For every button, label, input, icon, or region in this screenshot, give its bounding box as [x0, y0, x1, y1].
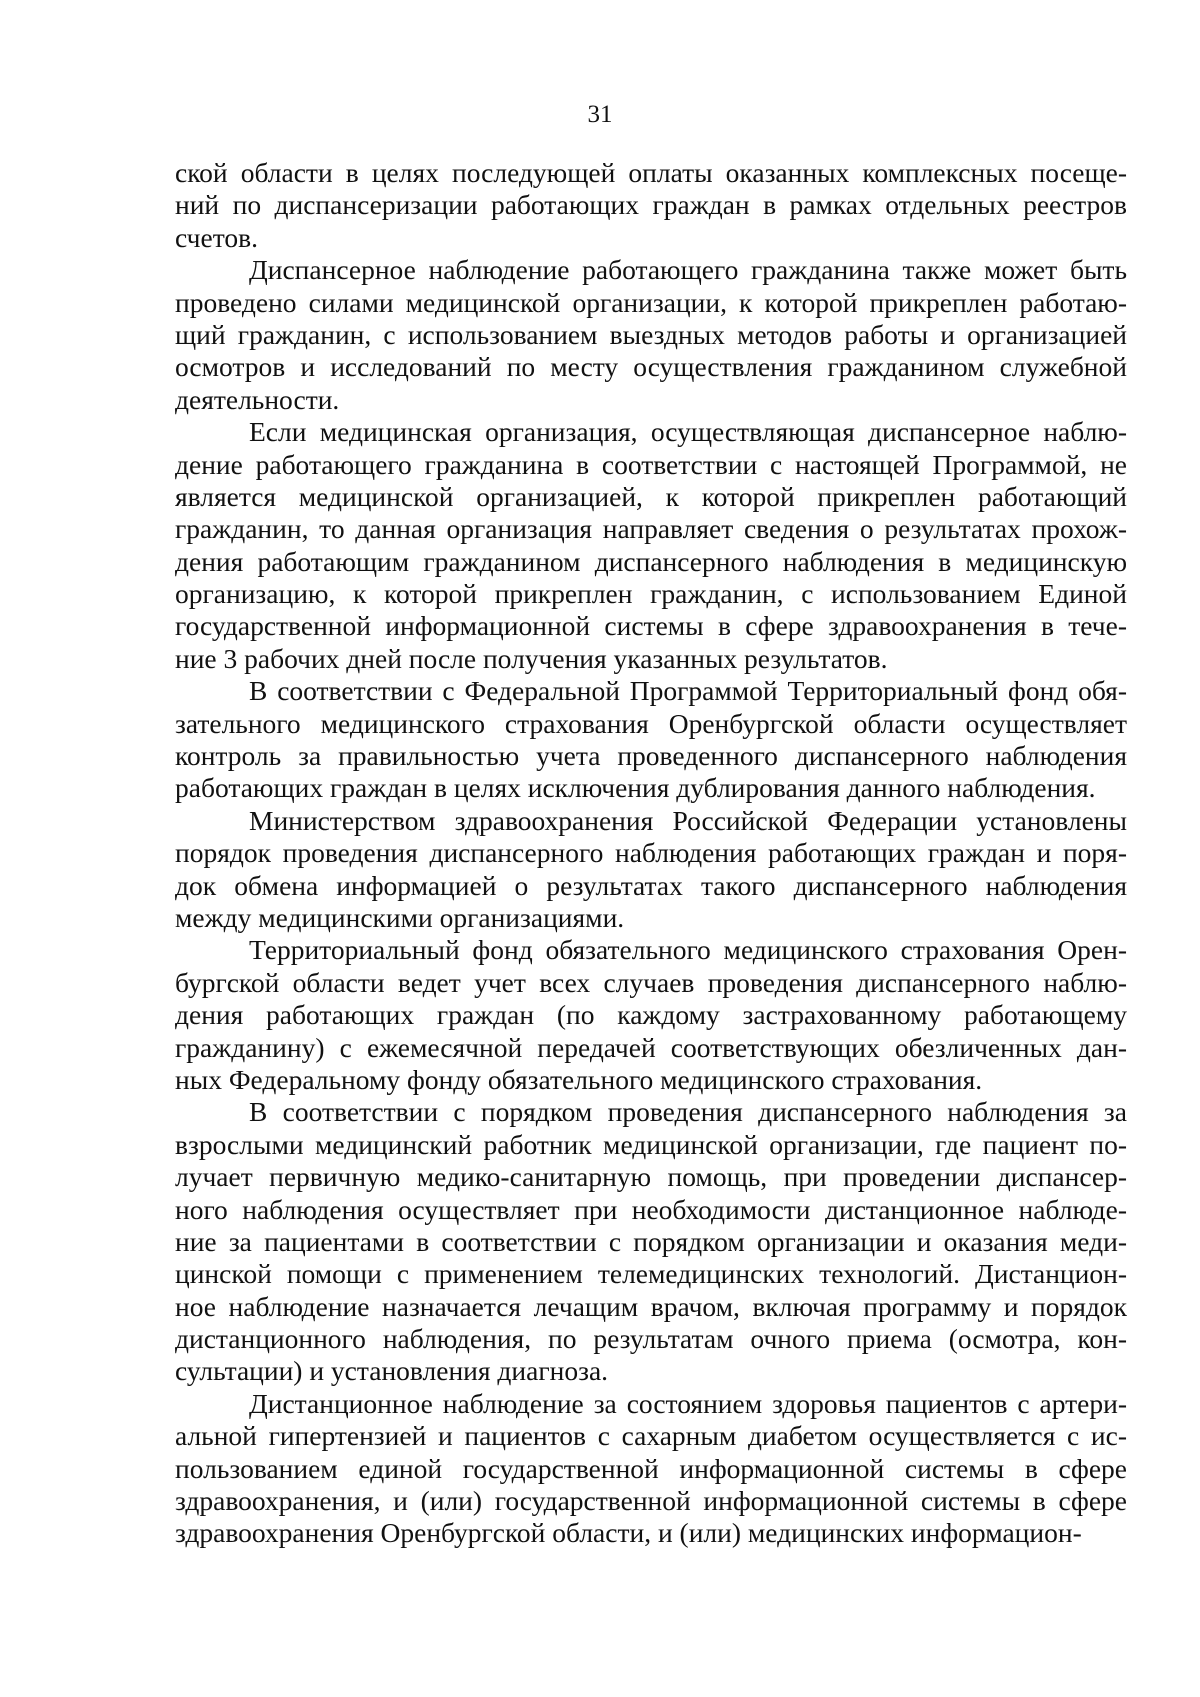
text-line: осмотров и исследований по месту осуществления гражданином служебной [175, 351, 1127, 383]
text-line: лучает первичную медико-санитарную помощь, при проведении диспансер- [175, 1161, 1127, 1193]
text-line: дения работающим гражданином диспансерного наблюдения в медицинскую [175, 545, 1127, 577]
paragraph [175, 1096, 1127, 1388]
text-line: проведено силами медицинской организации, к которой прикреплен работаю- [175, 286, 1127, 318]
text-line: ний по диспансеризации работающих граждан в рамках отдельных реестров [175, 189, 1127, 221]
text-line: счетов. [175, 221, 258, 253]
paragraph [175, 416, 1127, 675]
text-line: является медицинской организацией, к которой прикреплен работающий [175, 480, 1127, 512]
text-line: ние за пациентами в соответствии с порядком организации и оказания меди- [175, 1225, 1127, 1257]
text-line: здравоохранения, и (или) государственной информационной системы в сфере [175, 1485, 1127, 1517]
text-line: бургской области ведет учет всех случаев проведения диспансерного наблю- [175, 966, 1127, 998]
page-number: 31 [587, 101, 613, 128]
text-line: порядок проведения диспансерного наблюдения работающих граждан и поря- [175, 837, 1127, 869]
paragraph [175, 675, 1127, 805]
text-line: между медицинскими организациями. [175, 901, 625, 933]
text-line: дистанционного наблюдения, по результатам очного приема (осмотра, кон- [175, 1323, 1127, 1355]
text-line: ного наблюдения осуществляет при необходимости дистанционное наблюде- [175, 1193, 1127, 1225]
paragraph [175, 157, 1127, 254]
text-line: В соответствии с порядком проведения диспансерного наблюдения за [249, 1096, 1127, 1128]
text-line: государственной информационной системы в сфере здравоохранения в тече- [175, 610, 1127, 642]
text-line: Если медицинская организация, осуществляющая диспансерное наблю- [249, 416, 1127, 448]
text-line: пользованием единой государственной информационной системы в сфере [175, 1452, 1127, 1484]
text-line: зательного медицинского страхования Оренбургской области осуществляет [175, 707, 1127, 739]
text-line: Министерством здравоохранения Российской Федерации установлены [249, 804, 1127, 836]
text-line: Дистанционное наблюдение за состоянием здоровья пациентов с артери- [249, 1387, 1127, 1419]
text-line: здравоохранения Оренбургской области, и (или) медицинских информацион- [175, 1517, 1082, 1549]
text-line: контроль за правильностью учета проведенного диспансерного наблюдения [175, 740, 1127, 772]
text-line: Диспансерное наблюдение работающего гражданина также может быть [249, 254, 1127, 286]
paragraph [175, 254, 1127, 416]
text-line: ных Федеральному фонду обязательного медицинского страхования. [175, 1063, 983, 1095]
text-line: сультации) и установления диагноза. [175, 1355, 609, 1387]
text-line: Территориальный фонд обязательного медицинского страхования Орен- [249, 934, 1127, 966]
text-line: альной гипертензией и пациентов с сахарным диабетом осуществляется с ис- [175, 1420, 1127, 1452]
text-line: работающих граждан в целях исключения дублирования данного наблюдения. [175, 772, 1096, 804]
text-line: дение работающего гражданина в соответствии с настоящей Программой, не [175, 448, 1127, 480]
document-body [175, 157, 1127, 1550]
text-line: щий гражданин, с использованием выездных методов работы и организацией [175, 318, 1127, 350]
text-line: дения работающих граждан (по каждому застрахованному работающему [175, 999, 1127, 1031]
paragraph [175, 1388, 1127, 1550]
text-line: ное наблюдение назначается лечащим врачом, включая программу и порядок [175, 1290, 1127, 1322]
text-line: ние 3 рабочих дней после получения указанных результатов. [175, 642, 888, 674]
text-line: В соответствии с Федеральной Программой Территориальный фонд обя- [249, 675, 1127, 707]
text-line: ской области в целях последующей оплаты оказанных комплексных посеще- [175, 157, 1127, 188]
text-line: гражданин, то данная организация направляет сведения о результатах прохож- [175, 513, 1127, 545]
text-line: организацию, к которой прикреплен гражданин, с использованием Единой [175, 578, 1127, 610]
text-line: взрослыми медицинский работник медицинской организации, где пациент по- [175, 1128, 1127, 1160]
text-line: деятельности. [175, 383, 340, 415]
paragraph [175, 934, 1127, 1096]
text-line: цинской помощи с применением телемедицинских технологий. Дистанцион- [175, 1258, 1127, 1290]
paragraph [175, 805, 1127, 935]
text-line: док обмена информацией о результатах такого диспансерного наблюдения [175, 869, 1127, 901]
text-line: гражданину) с ежемесячной передачей соответствующих обезличенных дан- [175, 1031, 1127, 1063]
